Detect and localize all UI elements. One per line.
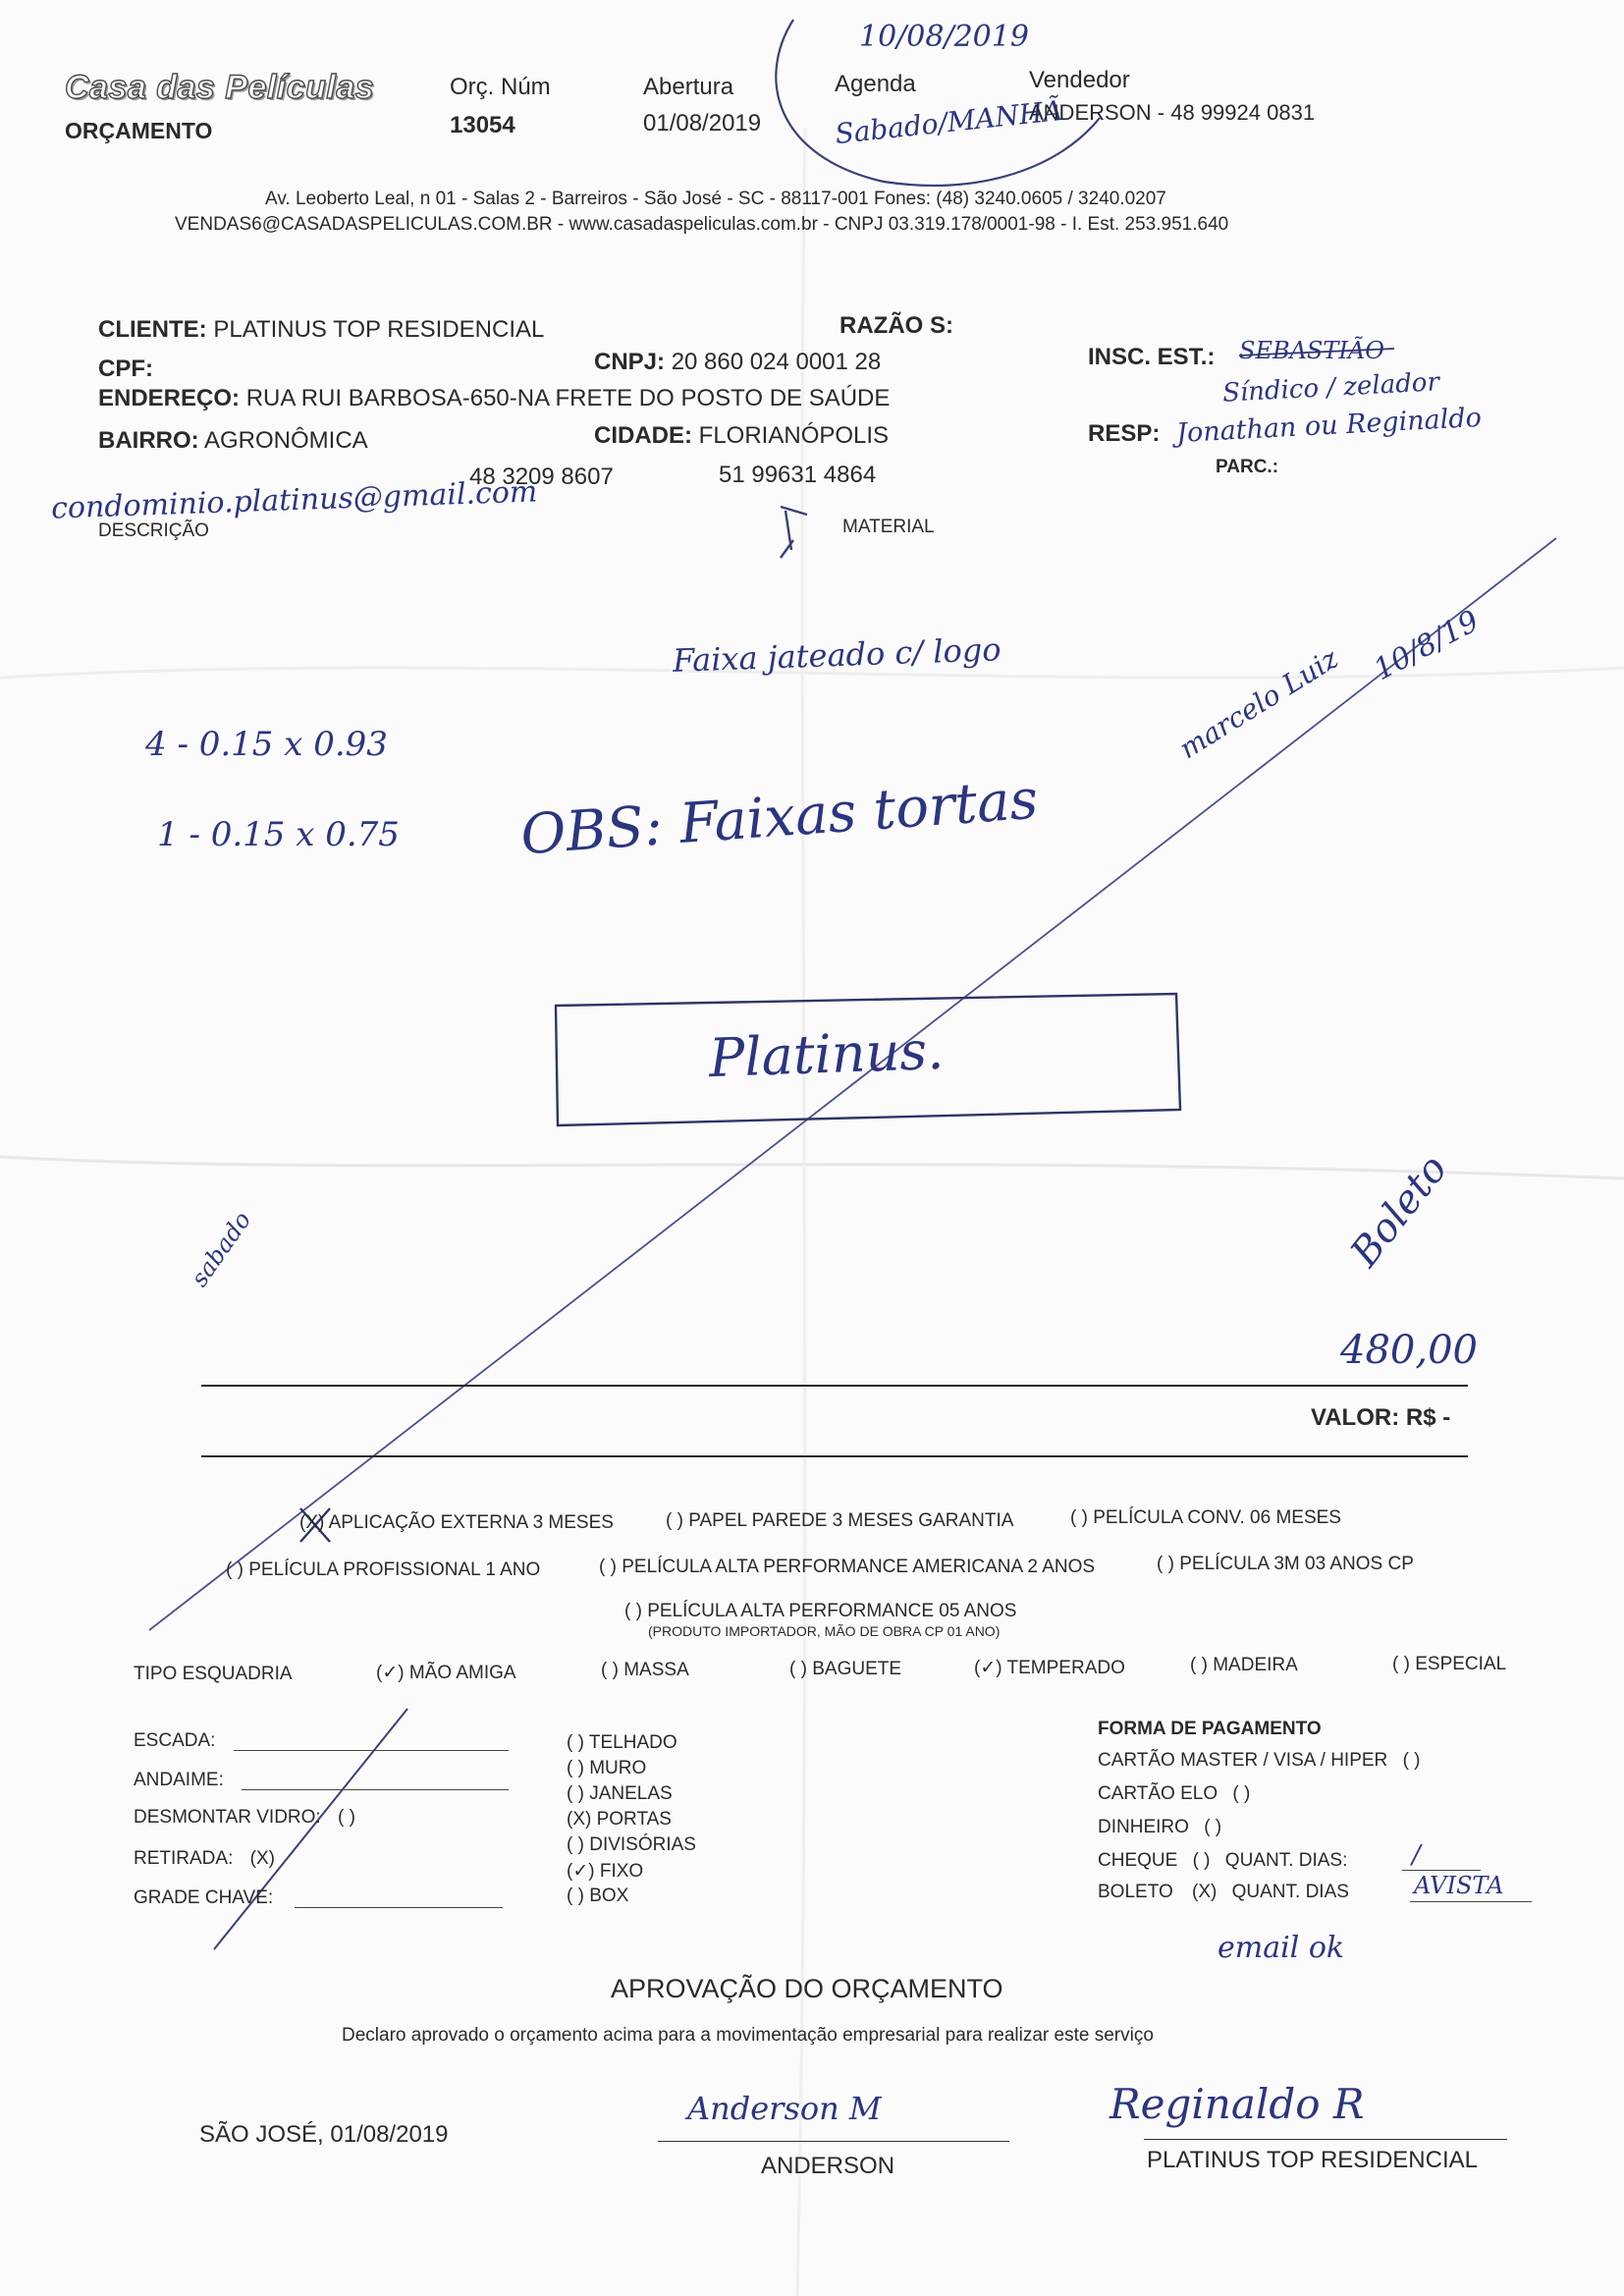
abertura-date: 01/08/2019 <box>643 110 762 137</box>
pagamento-mark: (X) <box>1192 1882 1218 1902</box>
esquadria-option-label: MASSA <box>623 1660 689 1680</box>
local-muro <box>567 1758 646 1779</box>
esquadria-especial <box>1392 1654 1506 1675</box>
escada-label: ESCADA: <box>134 1730 216 1751</box>
option-label: APLICAÇÃO EXTERNA 3 MESES <box>328 1512 614 1533</box>
obs-note: OBS: Faixas tortas <box>518 767 1041 868</box>
orc-number: 13054 <box>450 112 515 138</box>
esquadria-mark: (✓) <box>974 1658 1002 1678</box>
cidade-label: CIDADE: <box>594 422 692 449</box>
option-alta-performance-americana <box>599 1557 1095 1578</box>
pagamento-cheque <box>1098 1850 1347 1872</box>
cidade-field <box>594 422 889 450</box>
pagamento-cartao-elo <box>1098 1783 1250 1805</box>
option-label: PELÍCULA ALTA PERFORMANCE AMERICANA 2 ANOS <box>622 1557 1096 1577</box>
signature-client: Reginaldo R <box>1110 2080 1365 2128</box>
esquadria-mark: ( ) <box>601 1660 619 1680</box>
endereco-value: RUA RUI BARBOSA-650-NA FRETE DO POSTO DE SAÚDE <box>245 385 891 411</box>
local-divisorias <box>567 1834 696 1856</box>
option-label: PAPEL PAREDE 3 MESES GARANTIA <box>688 1510 1014 1531</box>
bairro-value: AGRONÔMICA <box>204 427 368 454</box>
local-label: JANELAS <box>589 1783 673 1804</box>
cliente-label: CLIENTE: <box>98 316 207 343</box>
grade-chave-label: GRADE CHAVE: <box>134 1887 274 1908</box>
option-mark: ( ) <box>666 1510 683 1531</box>
diagonal-note-name: marcelo Luiz <box>1173 641 1344 766</box>
esquadria-temperado <box>974 1657 1125 1679</box>
local-label: BOX <box>589 1886 629 1906</box>
faixa-line: Faixa jateado c/ logo <box>672 630 1002 680</box>
vendedor-value: ANDERSON - 48 99924 0831 <box>1029 100 1316 125</box>
bairro-label: BAIRRO: <box>98 427 199 454</box>
option-mark: ( ) <box>599 1557 617 1577</box>
sindico-handwritten: Síndico / zelador <box>1221 367 1440 409</box>
document-type: ORÇAMENTO <box>65 118 213 143</box>
option-alta-performance-sub: (PRODUTO IMPORTADOR, MÃO DE OBRA CP 01 ANO) <box>648 1623 1001 1639</box>
endereco-field <box>98 385 890 412</box>
signature-line-2 <box>1144 2139 1507 2140</box>
platinus-box-text: Platinus. <box>707 1018 946 1090</box>
measure-line-2: 1 - 0.15 x 0.75 <box>157 815 400 854</box>
pagamento-mark: ( ) <box>1192 1850 1211 1871</box>
option-label: PELÍCULA 3M 03 ANOS CP <box>1179 1554 1414 1574</box>
razao-label: RAZÃO S: <box>839 312 953 339</box>
local-mark: ( ) <box>567 1886 584 1906</box>
descricao-label: DESCRIÇÃO <box>98 520 209 541</box>
pagamento-quant-label: QUANT. DIAS <box>1231 1882 1349 1902</box>
option-mark: ( ) <box>1070 1507 1088 1528</box>
retirada-field <box>134 1848 275 1870</box>
parc-label: PARC.: <box>1216 457 1279 477</box>
cnpj-label: CNPJ: <box>594 349 666 375</box>
diagonal-note-date: 10/8/19 <box>1368 603 1486 688</box>
pagamento-mark: ( ) <box>1204 1817 1222 1837</box>
local-label: PORTAS <box>596 1809 672 1830</box>
boleto-dias-line <box>1410 1901 1532 1902</box>
phone-2: 51 99631 4864 <box>719 462 877 488</box>
resp-label: RESP: <box>1088 420 1161 447</box>
email-handwritten: condominio.platinus@gmail.com <box>50 474 538 526</box>
local-mark: (✓) <box>567 1861 595 1882</box>
cnpj-value: 20 860 024 0001 28 <box>671 349 882 375</box>
agenda-handwritten: Sabado/MANHÃ <box>833 93 1064 151</box>
esquadria-madeira <box>1190 1655 1298 1676</box>
esquadria-mark: ( ) <box>1190 1655 1208 1675</box>
local-janelas <box>567 1783 673 1805</box>
option-pelicula-3m <box>1157 1554 1414 1575</box>
company-logo: Casa das Películas <box>65 69 375 106</box>
desmontar-label: DESMONTAR VIDRO: <box>134 1807 321 1828</box>
desmontar-field <box>134 1807 355 1829</box>
vendedor-label: Vendedor <box>1029 67 1130 93</box>
option-mark: ( ) <box>226 1559 244 1580</box>
option-papel-parede <box>666 1510 1013 1532</box>
cliente-field <box>98 316 544 344</box>
option-mark: ( ) <box>1157 1554 1174 1574</box>
esquadria-mark: ( ) <box>789 1659 807 1679</box>
local-mark: ( ) <box>567 1834 584 1855</box>
resp-handwritten: Jonathan ou Reginaldo <box>1175 402 1483 450</box>
pagamento-dinheiro <box>1098 1817 1221 1838</box>
approval-declaration: Declaro aprovado o orçamento acima para a movimentação empresarial para realizar este serviço <box>342 2025 1154 2046</box>
pagamento-label: CARTÃO ELO <box>1098 1783 1218 1804</box>
agenda-date-handwritten: 10/08/2019 <box>859 20 1029 54</box>
cpf-label: CPF: <box>98 355 153 382</box>
retirada-label: RETIRADA: <box>134 1848 234 1869</box>
local-mark: ( ) <box>567 1758 584 1778</box>
option-mark: ( ) <box>624 1601 642 1621</box>
insc-label: INSC. EST.: <box>1088 344 1216 370</box>
phone-1: 48 3209 8607 <box>469 464 614 490</box>
valor-handwritten: 480,00 <box>1340 1328 1478 1373</box>
esquadria-option-label: BAGUETE <box>812 1659 902 1679</box>
pagamento-title: FORMA DE PAGAMENTO <box>1098 1719 1322 1739</box>
boleto-note: Boleto <box>1341 1146 1457 1276</box>
agenda-label: Agenda <box>835 71 916 97</box>
signature-line-1 <box>658 2141 1009 2142</box>
value-rule-bottom <box>201 1455 1468 1457</box>
esquadria-label: TIPO ESQUADRIA <box>134 1664 293 1684</box>
local-telhado <box>567 1732 677 1754</box>
signer-anderson: ANDERSON <box>761 2153 895 2179</box>
andaime-line <box>242 1789 509 1790</box>
signature-anderson: Anderson M <box>687 2090 882 2127</box>
approval-title: APROVAÇÃO DO ORÇAMENTO <box>611 1974 1003 2003</box>
pagamento-boleto <box>1098 1882 1349 1903</box>
local-label: DIVISÓRIAS <box>589 1834 696 1855</box>
approval-place-date: SÃO JOSÉ, 01/08/2019 <box>199 2121 449 2148</box>
esquadria-option-label: TEMPERADO <box>1006 1658 1125 1678</box>
option-pelicula-profissional <box>226 1559 540 1581</box>
measure-line-1: 4 - 0.15 x 0.93 <box>145 725 388 764</box>
local-fixo <box>567 1860 643 1883</box>
option-label: PELÍCULA CONV. 06 MESES <box>1093 1507 1341 1528</box>
esquadria-mao-amiga <box>376 1662 516 1684</box>
email-ok-note: email ok <box>1218 1931 1345 1965</box>
signer-client: PLATINUS TOP RESIDENCIAL <box>1147 2147 1478 2173</box>
retirada-mark: (X) <box>249 1848 275 1869</box>
esquadria-option-label: ESPECIAL <box>1415 1654 1507 1674</box>
abertura-label: Abertura <box>643 74 734 100</box>
pagamento-mark: ( ) <box>1232 1783 1251 1804</box>
endereco-label: ENDEREÇO: <box>98 385 241 411</box>
desmontar-mark: ( ) <box>338 1807 355 1828</box>
option-pelicula-conv <box>1070 1507 1341 1529</box>
orc-label: Orç. Núm <box>450 74 551 100</box>
esquadria-mark: (✓) <box>376 1663 405 1683</box>
insc-handwritten: SEBASTIÃO <box>1239 337 1384 364</box>
pagamento-label: BOLETO <box>1098 1882 1173 1902</box>
local-mark: ( ) <box>567 1732 584 1753</box>
local-mark: ( ) <box>567 1783 584 1804</box>
company-address: Av. Leoberto Leal, n 01 - Salas 2 - Barreiros - São José - SC - 88117-001 Fones: (48) 3240.0605 / 3240.0207 <box>265 189 1166 209</box>
bairro-field <box>98 427 368 455</box>
local-label: MURO <box>589 1758 647 1778</box>
local-box <box>567 1886 628 1907</box>
option-mark: (X) <box>299 1512 325 1533</box>
cheque-dias-handwritten: / <box>1412 1840 1421 1870</box>
escada-line <box>234 1750 509 1751</box>
pagamento-mark: ( ) <box>1402 1750 1421 1771</box>
option-label: PELÍCULA PROFISSIONAL 1 ANO <box>248 1559 541 1580</box>
local-label: TELHADO <box>588 1732 677 1753</box>
left-note: sabado <box>185 1206 257 1292</box>
esquadria-mark: ( ) <box>1392 1654 1410 1674</box>
pagamento-quant-label: QUANT. DIAS: <box>1224 1850 1348 1871</box>
esquadria-massa <box>601 1660 689 1681</box>
andaime-label: ANDAIME: <box>134 1770 224 1790</box>
esquadria-baguete <box>789 1659 901 1680</box>
material-label: MATERIAL <box>842 517 935 537</box>
cidade-value: FLORIANÓPOLIS <box>698 422 890 449</box>
local-label: FIXO <box>599 1861 644 1882</box>
option-alta-performance-05 <box>624 1601 1016 1622</box>
cheque-dias-line <box>1402 1870 1481 1871</box>
valor-label: VALOR: R$ - <box>1311 1404 1451 1431</box>
pagamento-label: CARTÃO MASTER / VISA / HIPER <box>1098 1750 1388 1771</box>
boleto-dias-handwritten: AVISTA <box>1414 1872 1504 1899</box>
cliente-value: PLATINUS TOP RESIDENCIAL <box>213 316 545 343</box>
pagamento-label: DINHEIRO <box>1098 1817 1189 1837</box>
local-mark: (X) <box>567 1809 592 1830</box>
local-portas <box>567 1809 672 1831</box>
cnpj-field <box>594 349 881 376</box>
value-rule-top <box>201 1385 1468 1387</box>
option-aplicacao-externa <box>299 1512 614 1534</box>
option-label: PELÍCULA ALTA PERFORMANCE 05 ANOS <box>647 1601 1017 1621</box>
esquadria-option-label: MÃO AMIGA <box>408 1663 516 1683</box>
company-web: VENDAS6@CASADASPELICULAS.COM.BR - www.casadaspeliculas.com.br - CNPJ 03.319.178/0001-98 - I. Est. 253.951.640 <box>175 214 1229 235</box>
grade-chave-line <box>295 1907 503 1908</box>
pagamento-cartao-master <box>1098 1750 1421 1772</box>
pagamento-label: CHEQUE <box>1098 1850 1178 1871</box>
esquadria-option-label: MADEIRA <box>1213 1655 1298 1675</box>
